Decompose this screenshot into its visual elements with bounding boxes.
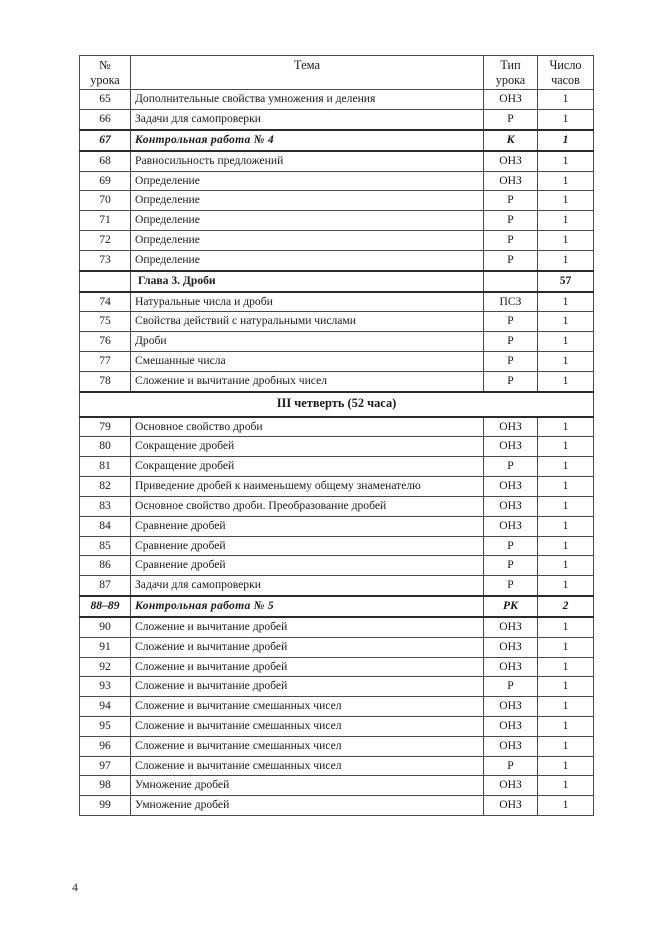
lesson-number-cell: 99 [80, 796, 131, 816]
lesson-number-cell: 70 [80, 191, 131, 211]
hours-cell: 1 [538, 617, 594, 637]
table-row [80, 250, 594, 270]
hours-cell: 1 [538, 130, 594, 151]
hours-cell: 1 [538, 250, 594, 270]
lesson-number-cell: 96 [80, 736, 131, 756]
table-header-row [80, 56, 594, 90]
quarter-banner-label: III четверть (52 часа) [80, 392, 594, 417]
table-row [80, 496, 594, 516]
lesson-number-cell: 86 [80, 556, 131, 576]
table-row [80, 717, 594, 737]
theme-cell: Определение [131, 211, 484, 231]
lesson-number-cell: 73 [80, 250, 131, 270]
theme-cell: Контрольная работа № 5 [131, 596, 484, 617]
theme-cell: Определение [131, 231, 484, 251]
table-row [80, 576, 594, 596]
theme-cell: Сложение и вычитание смешанных чисел [131, 736, 484, 756]
lesson-plan-table [79, 55, 594, 816]
lesson-number-cell: 98 [80, 776, 131, 796]
hours-cell: 1 [538, 736, 594, 756]
table-row [80, 110, 594, 130]
page-number: 4 [72, 880, 78, 894]
lesson-type-cell: Р [484, 756, 538, 776]
lesson-type-cell: ОНЗ [484, 417, 538, 437]
hours-cell: 1 [538, 312, 594, 332]
table-row [80, 796, 594, 816]
theme-cell: Сложение и вычитание смешанных чисел [131, 717, 484, 737]
lesson-type-cell: Р [484, 556, 538, 576]
column-header-hours-line1: Число [549, 58, 582, 72]
table-row [80, 637, 594, 657]
lesson-type-cell: Р [484, 211, 538, 231]
lesson-number-cell: 90 [80, 617, 131, 637]
lesson-number-cell: 79 [80, 417, 131, 437]
table-row [80, 371, 594, 391]
column-header-lesson-type-line2: урока [495, 72, 526, 87]
table-row [80, 556, 594, 576]
lesson-type-cell: ОНЗ [484, 516, 538, 536]
hours-cell: 1 [538, 637, 594, 657]
lesson-type-cell: Р [484, 250, 538, 270]
lesson-type-cell: Р [484, 457, 538, 477]
lesson-type-cell: Р [484, 191, 538, 211]
lesson-number-cell: 88–89 [80, 596, 131, 617]
column-header-lesson-type [484, 56, 538, 90]
column-header-lesson-number-line2: урока [90, 72, 120, 87]
theme-cell: Сравнение дробей [131, 536, 484, 556]
lesson-type-cell: Р [484, 371, 538, 391]
table-row [80, 776, 594, 796]
theme-cell: Сложение и вычитание смешанных чисел [131, 756, 484, 776]
lesson-number-cell: 69 [80, 171, 131, 191]
hours-cell: 1 [538, 756, 594, 776]
hours-cell: 1 [538, 292, 594, 312]
theme-cell: Дроби [131, 332, 484, 352]
theme-cell: Умножение дробей [131, 796, 484, 816]
table-row [80, 352, 594, 372]
table-row [80, 536, 594, 556]
lesson-number-cell: 77 [80, 352, 131, 372]
lesson-number-cell: 84 [80, 516, 131, 536]
table-row [80, 417, 594, 437]
column-header-lesson-number-line1: № [99, 58, 111, 72]
table-row [80, 151, 594, 171]
table-row [80, 516, 594, 536]
lesson-type-cell: ОНЗ [484, 717, 538, 737]
hours-cell: 1 [538, 776, 594, 796]
column-header-hours-line2: часов [551, 72, 580, 87]
lesson-type-cell: ОНЗ [484, 657, 538, 677]
lesson-type-cell: ОНЗ [484, 496, 538, 516]
lesson-number-cell: 78 [80, 371, 131, 391]
lesson-number-cell: 67 [80, 130, 131, 151]
theme-cell: Сложение и вычитание дробей [131, 637, 484, 657]
table-row [80, 90, 594, 110]
theme-cell: Приведение дробей к наименьшему общему знаменателю [131, 477, 484, 497]
hours-cell: 1 [538, 697, 594, 717]
lesson-type-cell: ОНЗ [484, 776, 538, 796]
theme-cell: Сложение и вычитание дробей [131, 677, 484, 697]
lesson-number-cell: 72 [80, 231, 131, 251]
table-row [80, 231, 594, 251]
lesson-type-cell: ОНЗ [484, 736, 538, 756]
hours-cell: 1 [538, 496, 594, 516]
theme-cell: Умножение дробей [131, 776, 484, 796]
lesson-type-cell: ОНЗ [484, 617, 538, 637]
lesson-number-cell: 97 [80, 756, 131, 776]
control-work-row [80, 130, 594, 151]
lesson-type-cell: Р [484, 352, 538, 372]
lesson-number-cell [80, 271, 131, 292]
chapter-heading-row [80, 271, 594, 292]
theme-cell: Задачи для самопроверки [131, 110, 484, 130]
lesson-number-cell: 75 [80, 312, 131, 332]
table-row [80, 756, 594, 776]
theme-cell: Сравнение дробей [131, 516, 484, 536]
hours-cell: 2 [538, 596, 594, 617]
theme-cell: Смешанные числа [131, 352, 484, 372]
table-row [80, 332, 594, 352]
hours-cell: 1 [538, 796, 594, 816]
table-body [80, 90, 594, 816]
theme-cell: Сокращение дробей [131, 457, 484, 477]
lesson-number-cell: 71 [80, 211, 131, 231]
lesson-number-cell: 91 [80, 637, 131, 657]
lesson-type-cell: ОНЗ [484, 477, 538, 497]
lesson-number-cell: 66 [80, 110, 131, 130]
lesson-type-cell: Р [484, 332, 538, 352]
lesson-type-cell: К [484, 130, 538, 151]
table-header [80, 56, 594, 90]
table-row [80, 312, 594, 332]
hours-cell: 1 [538, 231, 594, 251]
hours-cell: 1 [538, 477, 594, 497]
theme-cell: Сравнение дробей [131, 556, 484, 576]
lesson-type-cell: ПСЗ [484, 292, 538, 312]
theme-cell: Дополнительные свойства умножения и деления [131, 90, 484, 110]
theme-cell: Контрольная работа № 4 [131, 130, 484, 151]
lesson-type-cell: Р [484, 677, 538, 697]
column-header-lesson-type-line1: Тип [500, 58, 521, 72]
hours-cell: 1 [538, 151, 594, 171]
lesson-type-cell: Р [484, 231, 538, 251]
hours-cell: 1 [538, 371, 594, 391]
lesson-number-cell: 74 [80, 292, 131, 312]
quarter-banner-row [80, 392, 594, 417]
hours-cell: 1 [538, 191, 594, 211]
lesson-number-cell: 85 [80, 536, 131, 556]
lesson-number-cell: 93 [80, 677, 131, 697]
lesson-type-cell: ОНЗ [484, 637, 538, 657]
theme-cell: Основное свойство дроби. Преобразование дробей [131, 496, 484, 516]
lesson-type-cell: Р [484, 110, 538, 130]
table-row [80, 477, 594, 497]
hours-cell: 1 [538, 211, 594, 231]
table-row [80, 736, 594, 756]
theme-cell: Равносильность предложений [131, 151, 484, 171]
column-header-lesson-number [80, 56, 131, 90]
theme-cell: Задачи для самопроверки [131, 576, 484, 596]
theme-cell: Определение [131, 250, 484, 270]
lesson-number-cell: 95 [80, 717, 131, 737]
table-row [80, 292, 594, 312]
hours-cell: 1 [538, 90, 594, 110]
lesson-number-cell: 94 [80, 697, 131, 717]
hours-cell: 1 [538, 717, 594, 737]
theme-cell: Определение [131, 191, 484, 211]
hours-cell: 1 [538, 457, 594, 477]
hours-cell: 1 [538, 171, 594, 191]
table-row [80, 437, 594, 457]
hours-cell: 1 [538, 576, 594, 596]
hours-cell: 1 [538, 556, 594, 576]
hours-cell: 1 [538, 657, 594, 677]
control-work-row [80, 596, 594, 617]
hours-cell: 1 [538, 332, 594, 352]
theme-cell: Сложение и вычитание дробей [131, 657, 484, 677]
theme-cell: Сокращение дробей [131, 437, 484, 457]
lesson-number-cell: 92 [80, 657, 131, 677]
lesson-number-cell: 87 [80, 576, 131, 596]
lesson-type-cell: ОНЗ [484, 90, 538, 110]
lesson-type-cell [484, 271, 538, 292]
hours-cell: 1 [538, 417, 594, 437]
lesson-type-cell: ОНЗ [484, 171, 538, 191]
column-header-theme: Тема [131, 56, 484, 90]
table-row [80, 211, 594, 231]
lesson-type-cell: Р [484, 536, 538, 556]
lesson-number-cell: 80 [80, 437, 131, 457]
lesson-number-cell: 68 [80, 151, 131, 171]
theme-cell: Основное свойство дроби [131, 417, 484, 437]
theme-cell: Глава 3. Дроби [131, 271, 484, 292]
hours-cell: 57 [538, 271, 594, 292]
table-row [80, 657, 594, 677]
hours-cell: 1 [538, 677, 594, 697]
theme-cell: Сложение и вычитание дробных чисел [131, 371, 484, 391]
lesson-type-cell: РК [484, 596, 538, 617]
lesson-type-cell: Р [484, 312, 538, 332]
lesson-number-cell: 81 [80, 457, 131, 477]
table-row [80, 457, 594, 477]
hours-cell: 1 [538, 516, 594, 536]
theme-cell: Определение [131, 171, 484, 191]
lesson-number-cell: 82 [80, 477, 131, 497]
column-header-hours [538, 56, 594, 90]
theme-cell: Натуральные числа и дроби [131, 292, 484, 312]
lesson-type-cell: Р [484, 576, 538, 596]
lesson-type-cell: ОНЗ [484, 697, 538, 717]
hours-cell: 1 [538, 536, 594, 556]
hours-cell: 1 [538, 110, 594, 130]
lesson-type-cell: ОНЗ [484, 151, 538, 171]
lesson-type-cell: ОНЗ [484, 437, 538, 457]
theme-cell: Сложение и вычитание смешанных чисел [131, 697, 484, 717]
lesson-type-cell: ОНЗ [484, 796, 538, 816]
table-row [80, 677, 594, 697]
table-row [80, 191, 594, 211]
theme-cell: Свойства действий с натуральными числами [131, 312, 484, 332]
table-row [80, 617, 594, 637]
table-row [80, 171, 594, 191]
hours-cell: 1 [538, 437, 594, 457]
lesson-number-cell: 65 [80, 90, 131, 110]
lesson-number-cell: 76 [80, 332, 131, 352]
hours-cell: 1 [538, 352, 594, 372]
table-row [80, 697, 594, 717]
theme-cell: Сложение и вычитание дробей [131, 617, 484, 637]
lesson-number-cell: 83 [80, 496, 131, 516]
